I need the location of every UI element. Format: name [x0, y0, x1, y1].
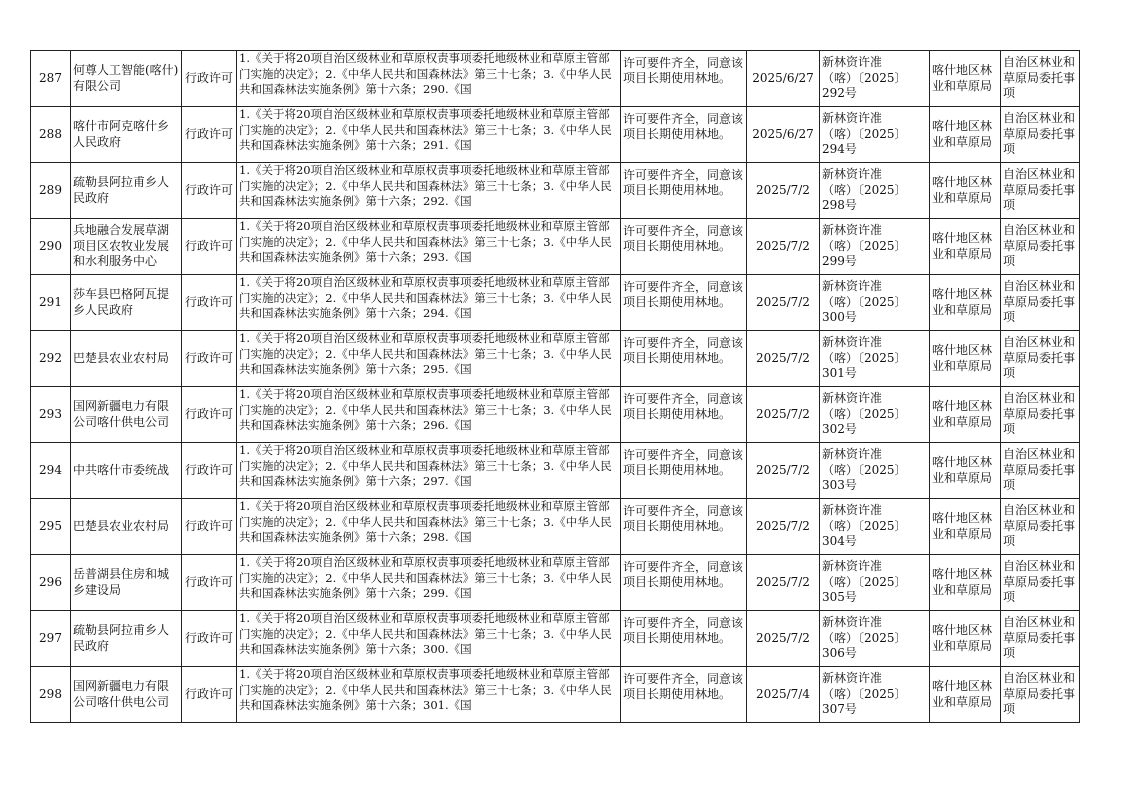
document-number-line-1: 新林资许准 — [822, 503, 883, 518]
remarks-cell: 自治区林业和草原局委托事项 — [1001, 219, 1080, 275]
issuing-authority-cell: 喀什地区林业和草原局 — [930, 163, 1001, 219]
document-number-line-3: 292号 — [822, 86, 857, 101]
legal-basis-text: 1.《关于将20项自治区级林业和草原权责事项委托地级林业和草原主管部门实施的决定》；2.《中华人民共和国森林法》第三十七条；3.《中华人民共和国森林法实施条例》第十六条；294.《国 — [239, 275, 612, 321]
table-row — [31, 219, 1080, 275]
table-row — [31, 555, 1080, 611]
row-number: 294 — [31, 443, 71, 499]
document-number-line-1: 新林资许准 — [822, 279, 883, 294]
legal-basis-cell — [237, 611, 621, 667]
decision-cell — [621, 667, 747, 723]
remarks-cell: 自治区林业和草原局委托事项 — [1001, 163, 1080, 219]
remarks-cell: 自治区林业和草原局委托事项 — [1001, 331, 1080, 387]
permit-type-cell: 行政许可 — [182, 331, 237, 387]
legal-basis-cell — [237, 275, 621, 331]
legal-basis-cell — [237, 331, 621, 387]
applicant-cell: 兵地融合发展草湖项目区农牧业发展和水利服务中心 — [71, 219, 182, 275]
decision-text: 许可要件齐全，同意该项目长期使用林地。 — [623, 615, 744, 645]
decision-text: 许可要件齐全，同意该项目长期使用林地。 — [623, 111, 744, 141]
row-number: 293 — [31, 387, 71, 443]
applicant-cell: 何尊人工智能(喀什)有限公司 — [71, 51, 182, 107]
decision-date-cell: 2025/7/2 — [747, 219, 820, 275]
decision-cell — [621, 219, 747, 275]
document-number-line-1: 新林资许准 — [822, 447, 883, 462]
document-number-line-1: 新林资许准 — [822, 671, 883, 686]
legal-basis-cell — [237, 667, 621, 723]
permit-type-cell: 行政许可 — [182, 51, 237, 107]
applicant-cell: 莎车县巴格阿瓦提乡人民政府 — [71, 275, 182, 331]
decision-date-cell: 2025/6/27 — [747, 107, 820, 163]
issuing-authority-cell: 喀什地区林业和草原局 — [930, 387, 1001, 443]
row-number: 298 — [31, 667, 71, 723]
decision-text: 许可要件齐全，同意该项目长期使用林地。 — [623, 503, 744, 533]
legal-basis-cell — [237, 219, 621, 275]
row-number: 297 — [31, 611, 71, 667]
remarks-cell: 自治区林业和草原局委托事项 — [1001, 443, 1080, 499]
document-number-cell — [820, 107, 930, 163]
applicant-cell: 国网新疆电力有限公司喀什供电公司 — [71, 387, 182, 443]
document-number-line-1: 新林资许准 — [822, 167, 883, 182]
row-number: 291 — [31, 275, 71, 331]
document-number-line-2: （喀）〔2025〕 — [822, 238, 907, 253]
remarks-cell: 自治区林业和草原局委托事项 — [1001, 51, 1080, 107]
legal-basis-text: 1.《关于将20项自治区级林业和草原权责事项委托地级林业和草原主管部门实施的决定》；2.《中华人民共和国森林法》第三十七条；3.《中华人民共和国森林法实施条例》第十六条；291.《国 — [239, 107, 612, 153]
document-number-line-2: （喀）〔2025〕 — [822, 462, 907, 477]
issuing-authority-cell: 喀什地区林业和草原局 — [930, 331, 1001, 387]
legal-basis-text: 1.《关于将20项自治区级林业和草原权责事项委托地级林业和草原主管部门实施的决定》；2.《中华人民共和国森林法》第三十七条；3.《中华人民共和国森林法实施条例》第十六条；293.《国 — [239, 219, 612, 265]
decision-text: 许可要件齐全，同意该项目长期使用林地。 — [623, 279, 744, 309]
document-number-cell — [820, 667, 930, 723]
document-number-cell — [820, 275, 930, 331]
document-number-line-3: 301号 — [822, 366, 857, 381]
decision-date-cell: 2025/7/4 — [747, 667, 820, 723]
issuing-authority-cell: 喀什地区林业和草原局 — [930, 499, 1001, 555]
remarks-cell: 自治区林业和草原局委托事项 — [1001, 107, 1080, 163]
document-number-cell — [820, 163, 930, 219]
table-row — [31, 107, 1080, 163]
permit-type-cell: 行政许可 — [182, 667, 237, 723]
table-row — [31, 163, 1080, 219]
document-number-line-1: 新林资许准 — [822, 559, 883, 574]
table-row — [31, 443, 1080, 499]
row-number: 292 — [31, 331, 71, 387]
legal-basis-cell — [237, 443, 621, 499]
permit-type-cell: 行政许可 — [182, 611, 237, 667]
decision-cell — [621, 499, 747, 555]
applicant-cell: 巴楚县农业农村局 — [71, 499, 182, 555]
legal-basis-text: 1.《关于将20项自治区级林业和草原权责事项委托地级林业和草原主管部门实施的决定》；2.《中华人民共和国森林法》第三十七条；3.《中华人民共和国森林法实施条例》第十六条；290.《国 — [239, 51, 612, 97]
permit-type-cell: 行政许可 — [182, 107, 237, 163]
document-number-line-1: 新林资许准 — [822, 111, 883, 126]
issuing-authority-cell: 喀什地区林业和草原局 — [930, 107, 1001, 163]
decision-date-cell: 2025/7/2 — [747, 555, 820, 611]
row-number: 288 — [31, 107, 71, 163]
table-row — [31, 499, 1080, 555]
document-number-line-3: 305号 — [822, 590, 857, 605]
document-number-line-3: 298号 — [822, 198, 857, 213]
issuing-authority-cell: 喀什地区林业和草原局 — [930, 219, 1001, 275]
issuing-authority-cell: 喀什地区林业和草原局 — [930, 51, 1001, 107]
remarks-cell: 自治区林业和草原局委托事项 — [1001, 275, 1080, 331]
permit-table — [30, 50, 1080, 723]
document-number-cell — [820, 499, 930, 555]
document-number-line-2: （喀）〔2025〕 — [822, 574, 907, 589]
applicant-cell: 巴楚县农业农村局 — [71, 331, 182, 387]
table-row — [31, 387, 1080, 443]
document-number-line-2: （喀）〔2025〕 — [822, 406, 907, 421]
decision-date-cell: 2025/7/2 — [747, 331, 820, 387]
decision-date-cell: 2025/7/2 — [747, 443, 820, 499]
issuing-authority-cell: 喀什地区林业和草原局 — [930, 555, 1001, 611]
legal-basis-text: 1.《关于将20项自治区级林业和草原权责事项委托地级林业和草原主管部门实施的决定》；2.《中华人民共和国森林法》第三十七条；3.《中华人民共和国森林法实施条例》第十六条；300.《国 — [239, 611, 612, 657]
row-number: 290 — [31, 219, 71, 275]
permit-type-cell: 行政许可 — [182, 163, 237, 219]
remarks-cell: 自治区林业和草原局委托事项 — [1001, 555, 1080, 611]
table-row — [31, 667, 1080, 723]
legal-basis-text: 1.《关于将20项自治区级林业和草原权责事项委托地级林业和草原主管部门实施的决定》；2.《中华人民共和国森林法》第三十七条；3.《中华人民共和国森林法实施条例》第十六条；295.《国 — [239, 331, 612, 377]
permit-type-cell: 行政许可 — [182, 219, 237, 275]
decision-cell — [621, 611, 747, 667]
legal-basis-cell — [237, 107, 621, 163]
issuing-authority-cell: 喀什地区林业和草原局 — [930, 443, 1001, 499]
remarks-cell: 自治区林业和草原局委托事项 — [1001, 387, 1080, 443]
decision-text: 许可要件齐全，同意该项目长期使用林地。 — [623, 335, 744, 365]
decision-cell — [621, 443, 747, 499]
legal-basis-text: 1.《关于将20项自治区级林业和草原权责事项委托地级林业和草原主管部门实施的决定》；2.《中华人民共和国森林法》第三十七条；3.《中华人民共和国森林法实施条例》第十六条；297.《国 — [239, 443, 612, 489]
document-number-line-3: 302号 — [822, 422, 857, 437]
document-number-line-1: 新林资许准 — [822, 223, 883, 238]
document-number-line-2: （喀）〔2025〕 — [822, 630, 907, 645]
decision-date-cell: 2025/7/2 — [747, 499, 820, 555]
legal-basis-text: 1.《关于将20项自治区级林业和草原权责事项委托地级林业和草原主管部门实施的决定》；2.《中华人民共和国森林法》第三十七条；3.《中华人民共和国森林法实施条例》第十六条；296.《国 — [239, 387, 612, 433]
decision-date-cell: 2025/7/2 — [747, 611, 820, 667]
permit-type-cell: 行政许可 — [182, 443, 237, 499]
legal-basis-text: 1.《关于将20项自治区级林业和草原权责事项委托地级林业和草原主管部门实施的决定》；2.《中华人民共和国森林法》第三十七条；3.《中华人民共和国森林法实施条例》第十六条；299.《国 — [239, 555, 612, 601]
document-number-line-1: 新林资许准 — [822, 335, 883, 350]
applicant-cell: 国网新疆电力有限公司喀什供电公司 — [71, 667, 182, 723]
document-number-line-3: 299号 — [822, 254, 857, 269]
permit-type-cell: 行政许可 — [182, 275, 237, 331]
document-number-line-2: （喀）〔2025〕 — [822, 182, 907, 197]
document-number-line-3: 306号 — [822, 646, 857, 661]
decision-cell — [621, 51, 747, 107]
decision-cell — [621, 107, 747, 163]
decision-date-cell: 2025/7/2 — [747, 387, 820, 443]
decision-text: 许可要件齐全，同意该项目长期使用林地。 — [623, 223, 744, 253]
document-number-cell — [820, 331, 930, 387]
permit-type-cell: 行政许可 — [182, 499, 237, 555]
decision-cell — [621, 331, 747, 387]
decision-cell — [621, 555, 747, 611]
decision-date-cell: 2025/6/27 — [747, 51, 820, 107]
document-number-cell — [820, 219, 930, 275]
permit-type-cell: 行政许可 — [182, 387, 237, 443]
document-number-line-1: 新林资许准 — [822, 615, 883, 630]
applicant-cell: 疏勒县阿拉甫乡人民政府 — [71, 611, 182, 667]
document-number-cell — [820, 51, 930, 107]
document-number-cell — [820, 555, 930, 611]
legal-basis-cell — [237, 555, 621, 611]
legal-basis-cell — [237, 51, 621, 107]
table-row — [31, 331, 1080, 387]
issuing-authority-cell: 喀什地区林业和草原局 — [930, 611, 1001, 667]
decision-cell — [621, 163, 747, 219]
applicant-cell: 喀什市阿克喀什乡人民政府 — [71, 107, 182, 163]
document-number-line-2: （喀）〔2025〕 — [822, 70, 907, 85]
decision-text: 许可要件齐全，同意该项目长期使用林地。 — [623, 447, 744, 477]
table-body — [31, 51, 1080, 723]
issuing-authority-cell: 喀什地区林业和草原局 — [930, 667, 1001, 723]
decision-text: 许可要件齐全，同意该项目长期使用林地。 — [623, 671, 744, 701]
document-number-line-2: （喀）〔2025〕 — [822, 350, 907, 365]
legal-basis-text: 1.《关于将20项自治区级林业和草原权责事项委托地级林业和草原主管部门实施的决定》；2.《中华人民共和国森林法》第三十七条；3.《中华人民共和国森林法实施条例》第十六条；292.《国 — [239, 163, 612, 209]
decision-text: 许可要件齐全，同意该项目长期使用林地。 — [623, 55, 744, 85]
decision-text: 许可要件齐全，同意该项目长期使用林地。 — [623, 391, 744, 421]
remarks-cell: 自治区林业和草原局委托事项 — [1001, 667, 1080, 723]
document-number-line-3: 300号 — [822, 310, 857, 325]
decision-date-cell: 2025/7/2 — [747, 275, 820, 331]
applicant-cell: 中共喀什市委统战 — [71, 443, 182, 499]
decision-cell — [621, 387, 747, 443]
remarks-cell: 自治区林业和草原局委托事项 — [1001, 611, 1080, 667]
legal-basis-cell — [237, 387, 621, 443]
document-number-line-2: （喀）〔2025〕 — [822, 126, 907, 141]
document-number-line-2: （喀）〔2025〕 — [822, 686, 907, 701]
decision-cell — [621, 275, 747, 331]
legal-basis-cell — [237, 499, 621, 555]
decision-text: 许可要件齐全，同意该项目长期使用林地。 — [623, 167, 744, 197]
document-number-line-3: 303号 — [822, 478, 857, 493]
document-number-line-3: 294号 — [822, 142, 857, 157]
row-number: 287 — [31, 51, 71, 107]
document-number-line-1: 新林资许准 — [822, 55, 883, 70]
permit-type-cell: 行政许可 — [182, 555, 237, 611]
row-number: 295 — [31, 499, 71, 555]
applicant-cell: 疏勒县阿拉甫乡人民政府 — [71, 163, 182, 219]
legal-basis-cell — [237, 163, 621, 219]
document-number-cell — [820, 387, 930, 443]
remarks-cell: 自治区林业和草原局委托事项 — [1001, 499, 1080, 555]
issuing-authority-cell: 喀什地区林业和草原局 — [930, 275, 1001, 331]
legal-basis-text: 1.《关于将20项自治区级林业和草原权责事项委托地级林业和草原主管部门实施的决定》；2.《中华人民共和国森林法》第三十七条；3.《中华人民共和国森林法实施条例》第十六条；301.《国 — [239, 667, 612, 713]
row-number: 296 — [31, 555, 71, 611]
table-row — [31, 51, 1080, 107]
applicant-cell: 岳普湖县住房和城乡建设局 — [71, 555, 182, 611]
document-number-cell — [820, 443, 930, 499]
document-number-line-2: （喀）〔2025〕 — [822, 518, 907, 533]
document-number-line-2: （喀）〔2025〕 — [822, 294, 907, 309]
legal-basis-text: 1.《关于将20项自治区级林业和草原权责事项委托地级林业和草原主管部门实施的决定》；2.《中华人民共和国森林法》第三十七条；3.《中华人民共和国森林法实施条例》第十六条；298.《国 — [239, 499, 612, 545]
row-number: 289 — [31, 163, 71, 219]
decision-date-cell: 2025/7/2 — [747, 163, 820, 219]
decision-text: 许可要件齐全，同意该项目长期使用林地。 — [623, 559, 744, 589]
document-number-line-3: 304号 — [822, 534, 857, 549]
table-row — [31, 611, 1080, 667]
document-number-cell — [820, 611, 930, 667]
table-row — [31, 275, 1080, 331]
document-number-line-3: 307号 — [822, 702, 857, 717]
document-number-line-1: 新林资许准 — [822, 391, 883, 406]
